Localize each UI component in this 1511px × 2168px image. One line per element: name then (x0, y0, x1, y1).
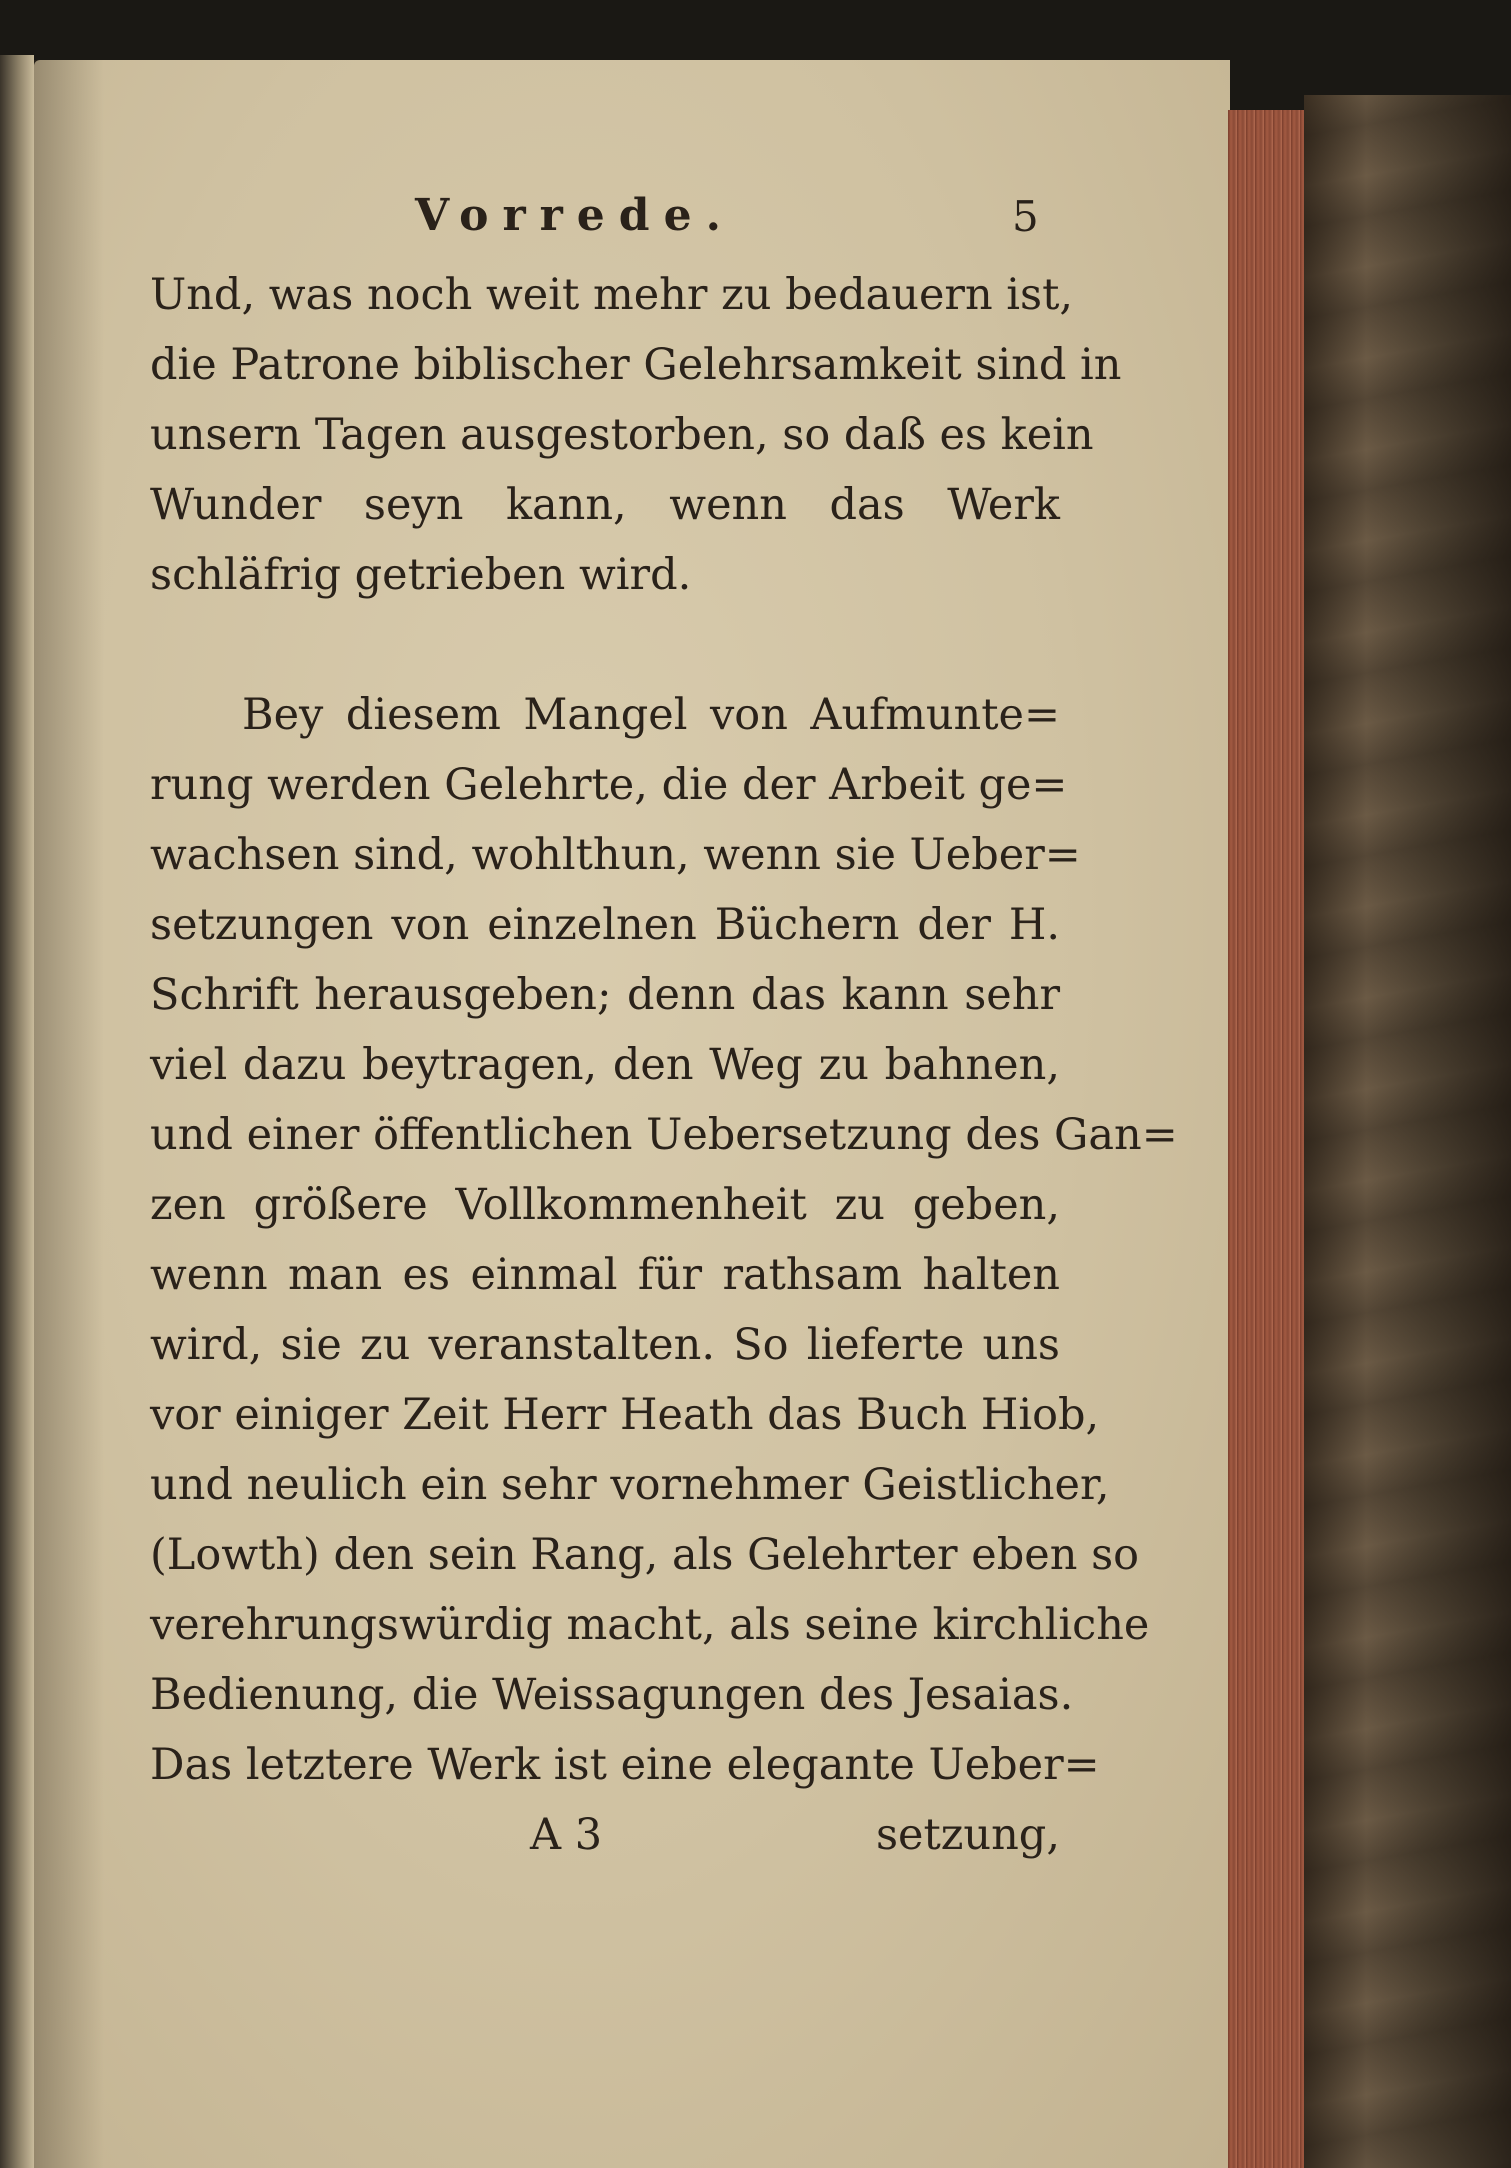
text-line: setzungen von einzelnen Büchern der H. (150, 900, 1060, 950)
text-line: Das letztere Werk ist eine elegante Ueber= (150, 1740, 1100, 1790)
text-line: wird, sie zu veranstalten. So lieferte uns (150, 1320, 1060, 1370)
page-number: 5 (1012, 192, 1039, 241)
text-line: rung werden Gelehrte, die der Arbeit ge= (150, 760, 1068, 810)
text-line: Wunder seyn kann, wenn das Werk (150, 480, 1060, 530)
text-line: Bedienung, die Weissagungen des Jesaias. (150, 1670, 1074, 1720)
text-line: unsern Tagen ausgestorben, so daß es kein (150, 410, 1094, 460)
text-line: Bey diesem Mangel von Aufmunte= (242, 690, 1060, 740)
page-edges (1228, 110, 1304, 2168)
left-page-edge (0, 55, 34, 2168)
page-title: Vorrede. (415, 190, 735, 241)
paragraph-1 (150, 260, 1122, 610)
text-block (150, 180, 1178, 1870)
text-line: (Lowth) den sein Rang, als Gelehrter eben so (150, 1530, 1140, 1580)
text-line: zen größere Vollkommenheit zu geben, (150, 1180, 1060, 1230)
page-footer (150, 1800, 1060, 1870)
text-line: viel dazu beytragen, den Weg zu bahnen, (150, 1040, 1060, 1090)
cover-texture (1304, 95, 1511, 2168)
text-line: und neulich ein sehr vornehmer Geistlicher, (150, 1460, 1110, 1510)
text-line: vor einiger Zeit Herr Heath das Buch Hiob, (150, 1390, 1100, 1440)
text-line: wachsen sind, wohlthun, wenn sie Ueber= (150, 830, 1081, 880)
signature-mark: A 3 (530, 1810, 603, 1860)
paragraph-gap (150, 610, 1060, 680)
text-line: Und, was noch weit mehr zu bedauern ist, (150, 270, 1074, 320)
text-line: Schrift herausgeben; denn das kann sehr (150, 970, 1060, 1020)
paragraph-2 (150, 680, 1178, 1800)
text-line: die Patrone biblischer Gelehrsamkeit sind in (150, 340, 1122, 390)
running-head (150, 180, 1060, 260)
catchword: setzung, (875, 1810, 1060, 1860)
gutter-shadow (34, 60, 104, 2168)
text-line: verehrungswürdig macht, als seine kirchliche (150, 1600, 1150, 1650)
text-line: wenn man es einmal für rathsam halten (150, 1250, 1060, 1300)
text-line: schläfrig getrieben wird. (150, 550, 692, 600)
text-line: und einer öffentlichen Uebersetzung des Gan= (150, 1110, 1178, 1160)
